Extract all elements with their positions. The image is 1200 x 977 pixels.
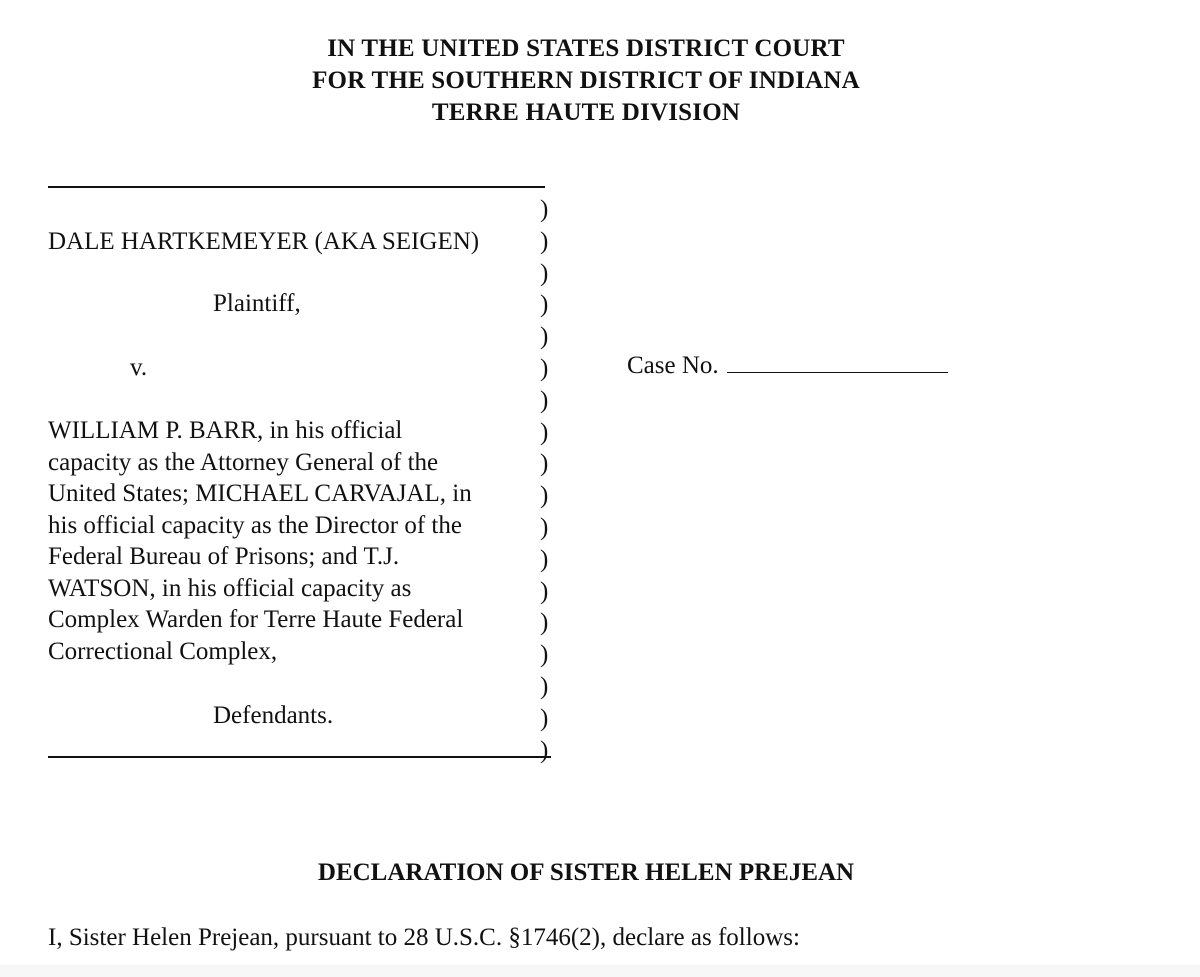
caption-paren: ) [540,227,549,255]
plaintiff-name: DALE HARTKEMEYER (AKA SEIGEN) [48,228,480,255]
caption-paren: ) [540,673,549,700]
defendant-line-1: WILLIAM P. BARR, in his official [48,417,403,444]
caption-bottom-rule [48,756,551,758]
caption-paren: ) [540,545,549,573]
defendant-line-5: Federal Bureau of Prisons; and T.J. [48,543,400,570]
defendant-role: Defendants. [213,702,334,729]
defendant-line-8: Correctional Complex, [48,637,278,665]
case-number-field [627,350,948,382]
defendant-line-6: WATSON, in his official capacity as [48,574,412,602]
defendant-line-3: United States; MICHAEL CARVAJAL, in [48,480,472,507]
caption-paren: ) [540,196,549,223]
caption-paren: ) [540,291,549,319]
versus-label: v. [130,354,148,381]
case-number-label: Case No. [627,352,719,379]
declaration-opening: I, Sister Helen Prejean, pursuant to 28 U.S.C. §1746(2), declare as follows: [48,924,800,951]
caption-paren: ) [540,259,549,287]
caption-paren: ) [540,736,549,764]
caption-paren: ) [540,355,549,382]
caption-paren: ) [540,641,549,669]
caption-paren: ) [540,704,549,732]
caption-paren: ) [540,482,549,510]
caption-paren: ) [540,323,549,351]
caption-paren: ) [540,577,549,605]
case-number-blank [727,350,948,373]
caption-paren: ) [540,609,549,637]
caption-paren: ) [540,386,549,414]
caption-paren: ) [540,514,549,541]
plaintiff-role: Plaintiff, [213,290,301,317]
defendant-line-2: capacity as the Attorney General of the [48,448,439,476]
caption-paren: ) [540,418,549,446]
declaration-title: DECLARATION OF SISTER HELEN PREJEAN [317,859,855,886]
court-heading-line-1: IN THE UNITED STATES DISTRICT COURT [327,35,845,62]
court-heading-line-2: FOR THE SOUTHERN DISTRICT OF INDIANA [312,67,860,94]
page-bottom-edge [0,965,1200,977]
caption-top-rule [48,186,545,188]
defendant-line-7: Complex Warden for Terre Haute Federal [48,606,464,633]
caption-paren: ) [540,450,549,478]
defendant-line-4: his official capacity as the Director of the [48,511,462,539]
court-heading-line-3: TERRE HAUTE DIVISION [431,99,741,126]
